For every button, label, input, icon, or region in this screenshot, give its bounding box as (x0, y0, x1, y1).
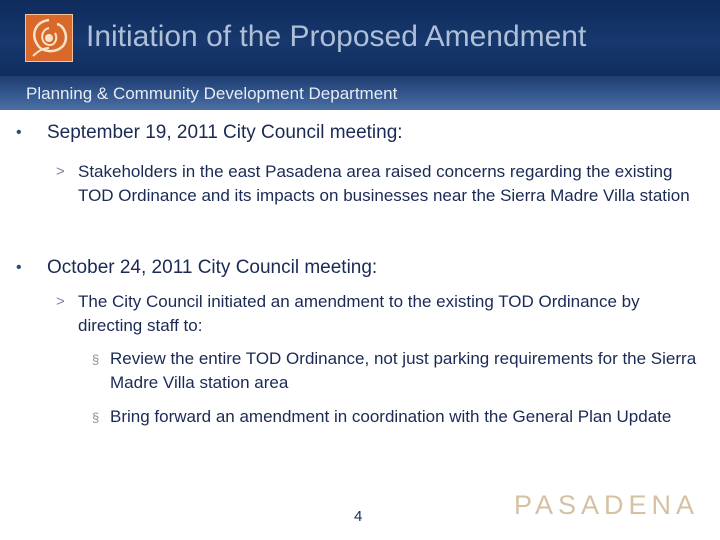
bullet-marker: • (16, 124, 22, 141)
slide-title: Initiation of the Proposed Amendment (86, 20, 587, 53)
bullet-marker: • (16, 259, 22, 276)
page-number: 4 (354, 508, 363, 525)
sub-sub-bullet-text: Bring forward an amendment in coordination with the General Plan Update (110, 407, 672, 426)
sub-bullet-text: Stakeholders in the east Pasadena area raised concerns regarding the existing TOD Ordinance and its impacts on businesses near the Sierra Madre Villa station (78, 162, 690, 205)
bullet-oct-meeting (16, 256, 378, 280)
sub-bullet-council-initiated (56, 290, 698, 338)
bullet-text: October 24, 2011 City Council meeting: (47, 257, 378, 278)
square-marker-icon: § (92, 410, 100, 425)
sub-sub-bullet-text: Review the entire TOD Ordinance, not just parking requirements for the Sierra Madre Villa station area (110, 349, 697, 392)
department-name: Planning & Community Development Department (26, 84, 398, 103)
sub-sub-bullet-amendment (92, 405, 710, 429)
rose-logo-icon (25, 14, 73, 62)
bullet-text: September 19, 2011 City Council meeting: (47, 122, 403, 143)
pasadena-wordmark: PASADENA (514, 490, 700, 520)
department-banner (0, 76, 720, 110)
bullet-sept-meeting (16, 121, 403, 145)
slide-body (0, 110, 720, 540)
sub-bullet-marker: > (56, 163, 65, 180)
sub-bullet-marker: > (56, 293, 65, 310)
square-marker-icon: § (92, 352, 100, 367)
slide-header (0, 0, 720, 76)
sub-bullet-text: The City Council initiated an amendment to the existing TOD Ordinance by directing staff to: (78, 292, 640, 335)
sub-bullet-stakeholders (56, 160, 698, 208)
sub-sub-bullet-review (92, 347, 710, 395)
